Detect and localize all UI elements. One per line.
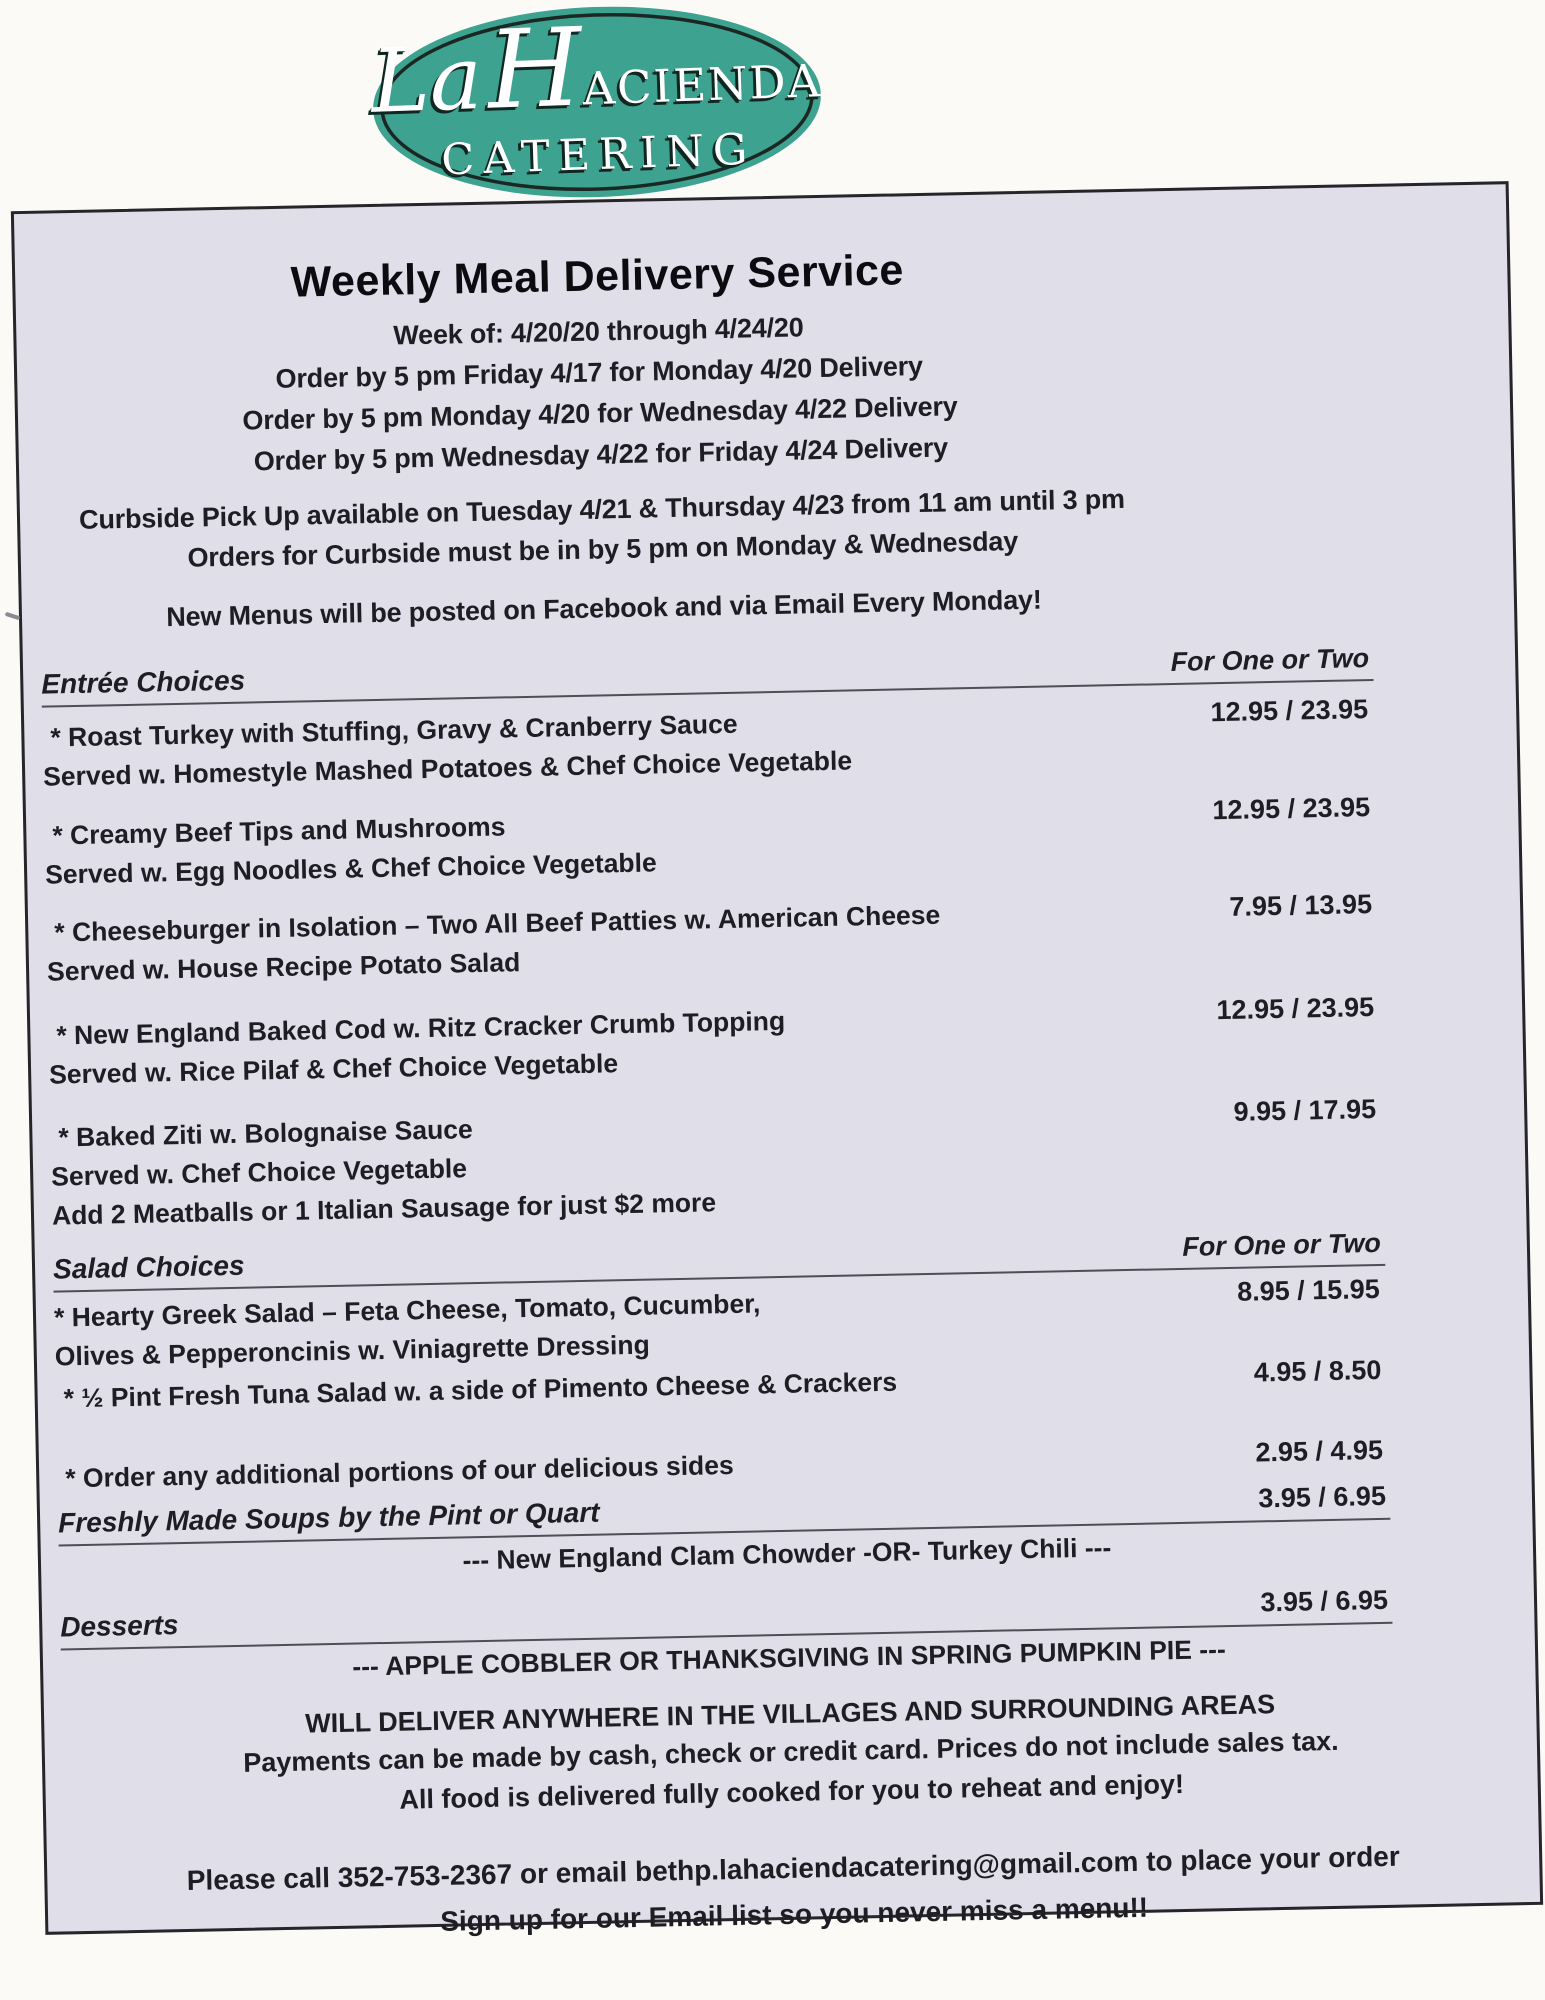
item-detail: Served w. Homestyle Mashed Potatoes & Chef Choice Vegetable	[42, 745, 853, 792]
item-detail: Served w. Egg Noodles & Chef Choice Vegetable	[44, 847, 657, 890]
logo-name-initial: H	[485, 5, 585, 134]
item-price: 12.95 / 23.95	[1216, 992, 1375, 1026]
item-name: * Hearty Greek Salad – Feta Cheese, Tomato, Cucumber,	[53, 1288, 761, 1333]
desserts-price: 3.95 / 6.95	[1260, 1584, 1389, 1618]
logo-text	[369, 0, 825, 206]
order-deadline-line: Order by 5 pm Friday 4/17 for Monday 4/20 Delivery	[275, 350, 924, 394]
item-detail: Add 2 Meatballs or 1 Italian Sausage for just $2 more	[51, 1187, 717, 1231]
curbside-line: Curbside Pick Up available on Tuesday 4/21 & Thursday 4/23 from 11 am until 3 pm	[78, 483, 1126, 535]
item-name: * Creamy Beef Tips and Mushrooms	[52, 811, 506, 851]
item-price: 9.95 / 17.95	[1233, 1093, 1377, 1127]
item-price: 7.95 / 13.95	[1229, 889, 1373, 922]
soups-heading: Freshly Made Soups by the Pint or Quart	[57, 1496, 600, 1539]
delivery-area-line: WILL DELIVER ANYWHERE IN THE VILLAGES AND SURROUNDING AREAS	[304, 1689, 1276, 1739]
contact-line: Please call 352-753-2367 or email bethp.lahaciendacatering@gmail.com to place your order	[186, 1840, 1401, 1897]
email-signup-line: Sign up for our Email list so you never miss a menu!!	[439, 1891, 1149, 1937]
item-name: * Cheeseburger in Isolation – Two All Beef Patties w. American Cheese	[54, 899, 941, 948]
item-price: 8.95 / 15.95	[1236, 1273, 1381, 1307]
menu-flyer-content	[14, 184, 1540, 1937]
item-name: * Baked Ziti w. Bolognaise Sauce	[58, 1114, 473, 1153]
new-menus-line: New Menus will be posted on Facebook and via Email Every Monday!	[166, 584, 1042, 633]
item-name: * Roast Turkey with Stuffing, Gravy & Cranberry Sauce	[50, 708, 738, 753]
soups-price: 3.95 / 6.95	[1258, 1480, 1387, 1514]
item-detail: Olives & Pepperoncinis w. Viniagrette Dressing	[54, 1329, 651, 1372]
la-hacienda-logo	[369, 0, 825, 206]
menu-flyer-sheet	[11, 181, 1543, 1935]
price-column-header: For One or Two	[1170, 643, 1370, 678]
price-column-header: For One or Two	[1182, 1227, 1382, 1262]
item-price: 12.95 / 23.95	[1212, 792, 1371, 826]
logo-subtitle: CATERING	[440, 124, 758, 186]
item-name: * New England Baked Cod w. Ritz Cracker Crumb Topping	[56, 1005, 786, 1051]
item-price: 2.95 / 4.95	[1255, 1434, 1384, 1468]
item-detail: Served w. Rice Pilaf & Chef Choice Vegetable	[48, 1048, 619, 1090]
reheat-line: All food is delivered fully cooked for you to reheat and enjoy!	[399, 1768, 1185, 1815]
curbside-line: Orders for Curbside must be in by 5 pm on Monday & Wednesday	[187, 526, 1019, 573]
item-detail: Served w. Chef Choice Vegetable	[50, 1153, 468, 1192]
entrees-heading: Entrée Choices	[41, 664, 246, 700]
order-deadline-line: Order by 5 pm Monday 4/20 for Wednesday 4/22 Delivery	[242, 391, 958, 436]
flyer-header	[14, 191, 1187, 654]
item-price: 12.95 / 23.95	[1210, 694, 1369, 728]
salads-heading: Salad Choices	[52, 1249, 245, 1285]
page-title: Weekly Meal Delivery Service	[290, 246, 905, 307]
item-price: 4.95 / 8.50	[1253, 1354, 1382, 1388]
week-of-line: Week of: 4/20/20 through 4/24/20	[392, 312, 804, 351]
menu-item-cheeseburger	[46, 887, 1379, 992]
menu-item-roast-turkey	[42, 692, 1375, 797]
logo-name-rest: ACIENDA	[581, 54, 823, 116]
desserts-heading: Desserts	[59, 1609, 179, 1643]
order-deadline-line: Order by 5 pm Wednesday 4/22 for Friday 4/24 Delivery	[253, 432, 949, 477]
menu-item-baked-ziti	[50, 1092, 1384, 1236]
soup-options-line: --- New England Clam Chowder -OR- Turkey Chili ---	[462, 1532, 1112, 1576]
logo-name-la: La	[369, 26, 484, 133]
menu-item-baked-cod	[48, 990, 1381, 1095]
item-name: * ½ Pint Fresh Tuna Salad w. a side of Pimento Cheese & Crackers	[63, 1366, 898, 1414]
item-name: * Order any additional portions of our delicious sides	[64, 1449, 734, 1494]
payment-line: Payments can be made by cash, check or credit card. Prices do not include sales tax.	[243, 1725, 1339, 1778]
menu-item-beef-tips	[44, 790, 1377, 895]
item-detail: Served w. House Recipe Potato Salad	[46, 947, 521, 987]
dessert-options-line: --- APPLE COBBLER OR THANKSGIVING IN SPRING PUMPKIN PIE ---	[352, 1634, 1227, 1682]
